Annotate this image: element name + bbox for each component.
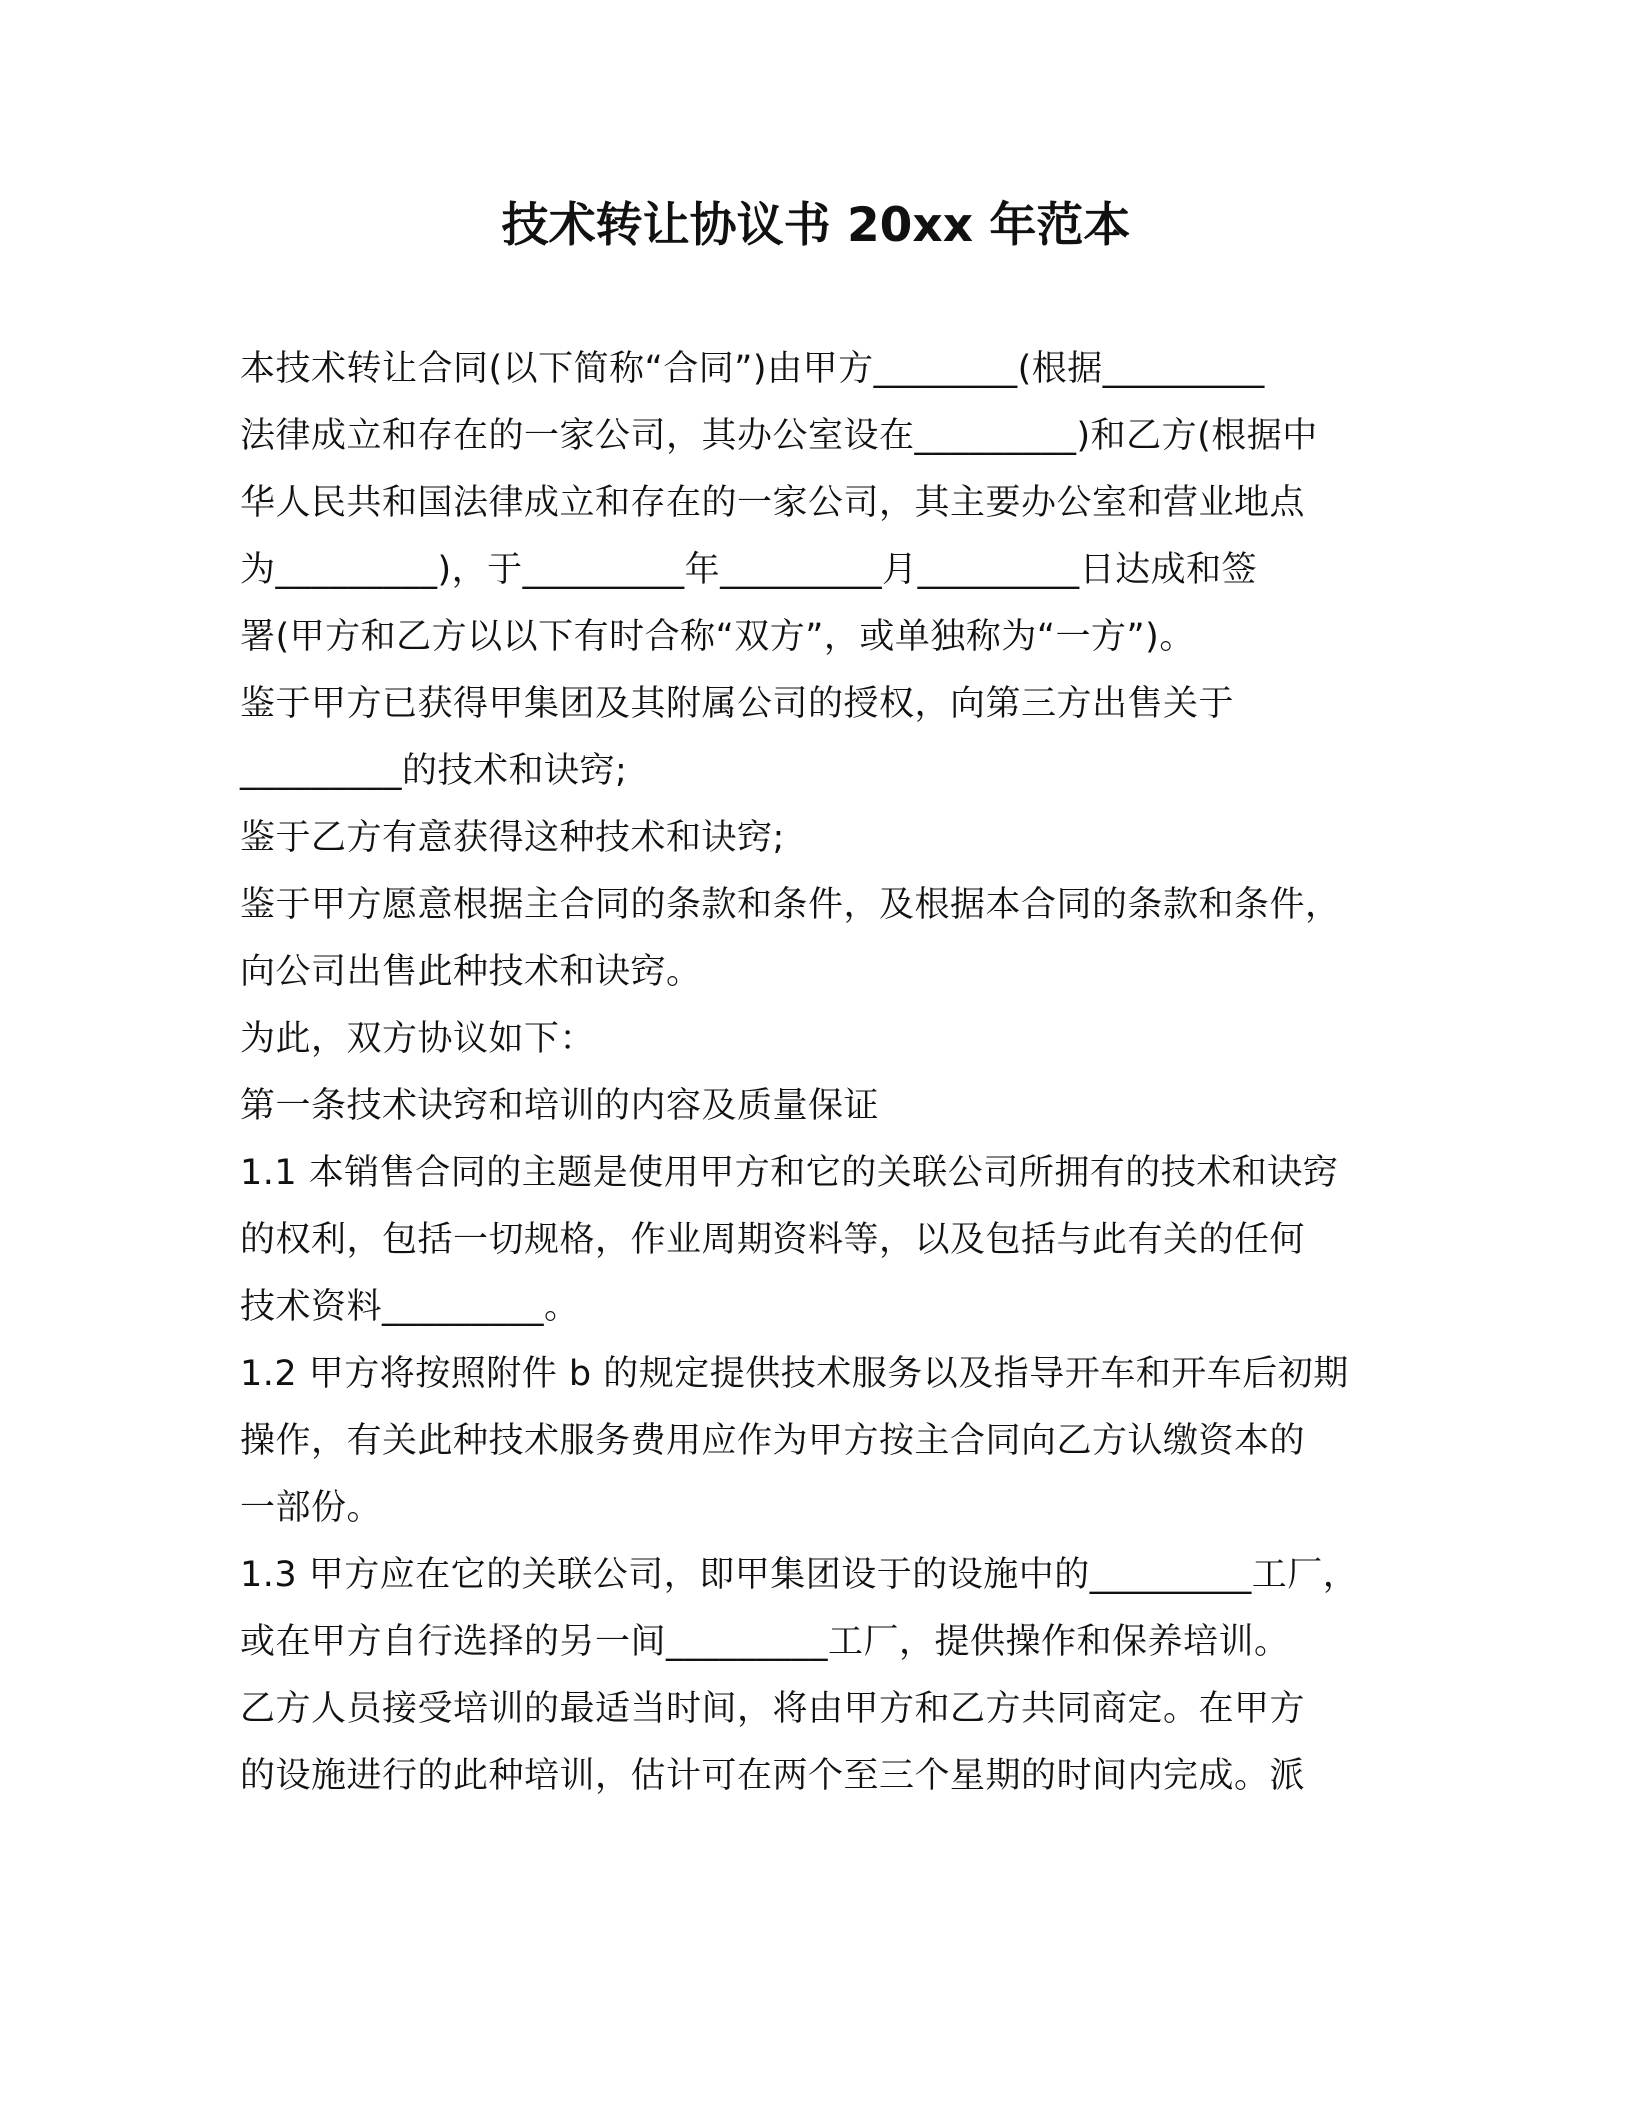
body-line: 华人民共和国法律成立和存在的一家公司，其主要办公室和营业地点 <box>240 483 1306 523</box>
body-line: 1.3 甲方应在它的关联公司，即甲集团设于的设施中的_________工厂， <box>240 1555 1359 1595</box>
body-line: 乙方人员接受培训的最适当时间，将由甲方和乙方共同商定。在甲方 <box>240 1689 1306 1729</box>
body-line: 操作，有关此种技术服务费用应作为甲方按主合同向乙方认缴资本的 <box>240 1421 1306 1461</box>
body-line: _________的技术和诀窍; <box>240 751 628 791</box>
body-line: 一部份。 <box>240 1488 383 1528</box>
body-line: 鉴于乙方有意获得这种技术和诀窍; <box>240 818 785 858</box>
body-line: 为_________)，于_________年_________月_________日达成和签 <box>240 550 1258 590</box>
document-body <box>240 336 1420 1810</box>
body-line: 1.1 本销售合同的主题是使用甲方和它的关联公司所拥有的技术和诀窍 <box>240 1153 1339 1193</box>
body-line: 向公司出售此种技术和诀窍。 <box>240 952 702 992</box>
body-line: 1.2 甲方将按照附件 b 的规定提供技术服务以及指导开车和开车后初期 <box>240 1354 1349 1394</box>
body-line: 署(甲方和乙方以以下有时合称“双方”，或单独称为“一方”)。 <box>240 617 1195 657</box>
body-line: 鉴于甲方愿意根据主合同的条款和条件，及根据本合同的条款和条件， <box>240 885 1341 925</box>
body-line: 鉴于甲方已获得甲集团及其附属公司的授权，向第三方出售关于 <box>240 684 1235 724</box>
body-line: 本技术转让合同(以下简称“合同”)由甲方________(根据_________ <box>240 349 1265 389</box>
body-line: 为此，双方协议如下： <box>240 1019 596 1059</box>
section-heading: 第一条技术诀窍和培训的内容及质量保证 <box>240 1086 880 1126</box>
body-line: 法律成立和存在的一家公司，其办公室设在_________)和乙方(根据中 <box>240 416 1318 456</box>
body-line: 的权利，包括一切规格，作业周期资料等，以及包括与此有关的任何 <box>240 1220 1306 1260</box>
body-line: 的设施进行的此种培训，估计可在两个至三个星期的时间内完成。派 <box>240 1756 1306 1796</box>
body-line: 技术资料_________。 <box>240 1287 580 1327</box>
body-line: 或在甲方自行选择的另一间_________工厂，提供操作和保养培训。 <box>240 1622 1290 1662</box>
document-title: 技术转让协议书 20xx 年范本 <box>501 198 1131 253</box>
